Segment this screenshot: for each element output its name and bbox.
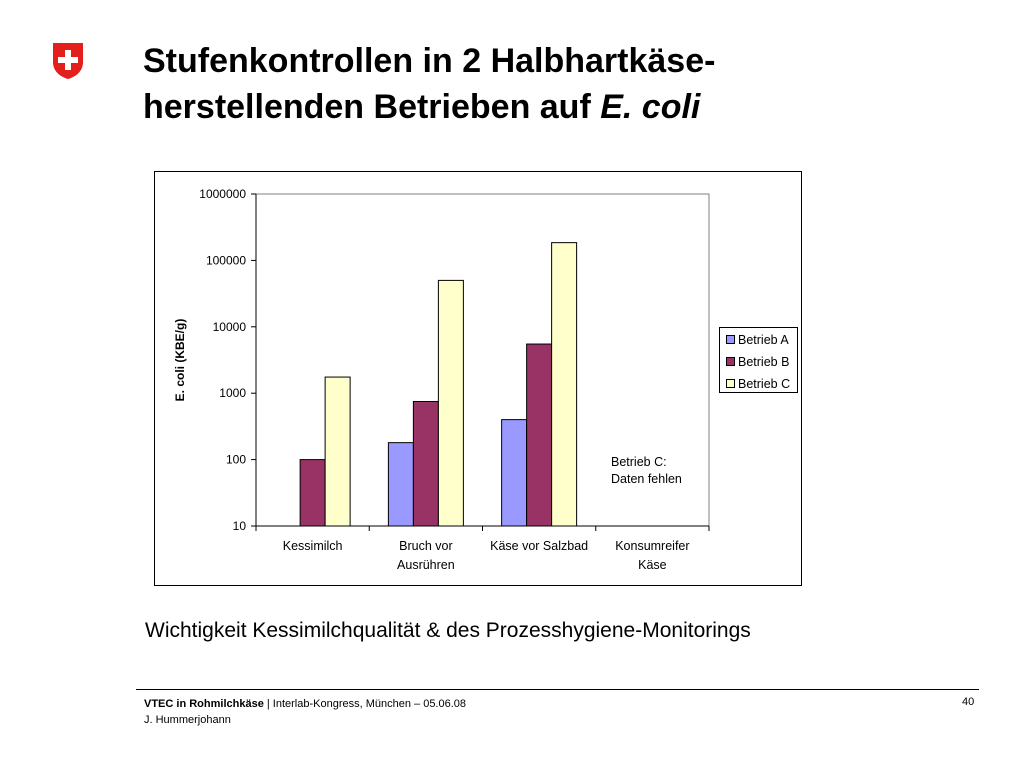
slide-subtitle: Wichtigkeit Kessimilchqualität & des Prozesshygiene-Monitorings (145, 619, 751, 642)
annotation-line-2: Daten fehlen (611, 472, 682, 486)
bar-betrieb-c (438, 280, 463, 526)
y-tick-label: 1000000 (199, 187, 246, 201)
x-tick-label: Konsumreifer (615, 539, 690, 553)
footer-rest: | Interlab-Kongress, München – 05.06.08 (263, 698, 467, 710)
y-tick-label: 100000 (205, 253, 246, 268)
legend-label-a: Betrieb A (738, 333, 789, 347)
y-axis-label: E. coli (KBE/g) (173, 318, 187, 402)
bar-betrieb-a (388, 443, 413, 526)
y-tick-label: 10 (232, 519, 246, 533)
bar-betrieb-c (325, 377, 350, 526)
footer-author: J. Hummerjohann (144, 714, 231, 726)
annotation-line-1: Betrieb C: (611, 455, 667, 469)
x-tick-label: Kessimilch (282, 539, 343, 553)
title-line-1: Stufenkontrollen in 2 Halbhartkäse- (143, 42, 716, 80)
bar-betrieb-a (502, 420, 527, 526)
legend-item-betrieb-b (726, 355, 789, 369)
chart-legend (719, 327, 798, 393)
legend-swatch-a (726, 335, 735, 344)
y-tick-label: 1000 (219, 386, 246, 401)
bar-betrieb-b (413, 401, 438, 526)
x-tick-label: Ausrühren (397, 558, 455, 572)
chart-annotation (611, 454, 682, 488)
footer-text (144, 696, 466, 728)
legend-swatch-b (726, 357, 735, 366)
legend-label-c: Betrieb C (738, 377, 791, 391)
x-tick-label: Käse (638, 558, 667, 572)
legend-item-betrieb-a (726, 333, 789, 347)
x-tick-label: Käse vor Salzbad (490, 539, 589, 553)
y-tick-label: 10000 (212, 319, 246, 334)
bar-betrieb-b (300, 460, 325, 526)
title-italic: E. coli (600, 88, 701, 126)
legend-swatch-c (726, 379, 735, 388)
footer-divider (136, 689, 979, 690)
page-number: 40 (962, 696, 975, 708)
legend-label-b: Betrieb B (738, 355, 790, 369)
bar-betrieb-c (552, 243, 577, 526)
y-tick-label: 100 (225, 452, 246, 467)
title-line-2: herstellenden Betrieben auf (143, 88, 601, 126)
x-tick-label: Bruch vor (399, 539, 453, 553)
bar-betrieb-b (527, 344, 552, 526)
legend-item-betrieb-c (726, 377, 790, 391)
footer-bold: VTEC in Rohmilchkäse (144, 698, 264, 710)
